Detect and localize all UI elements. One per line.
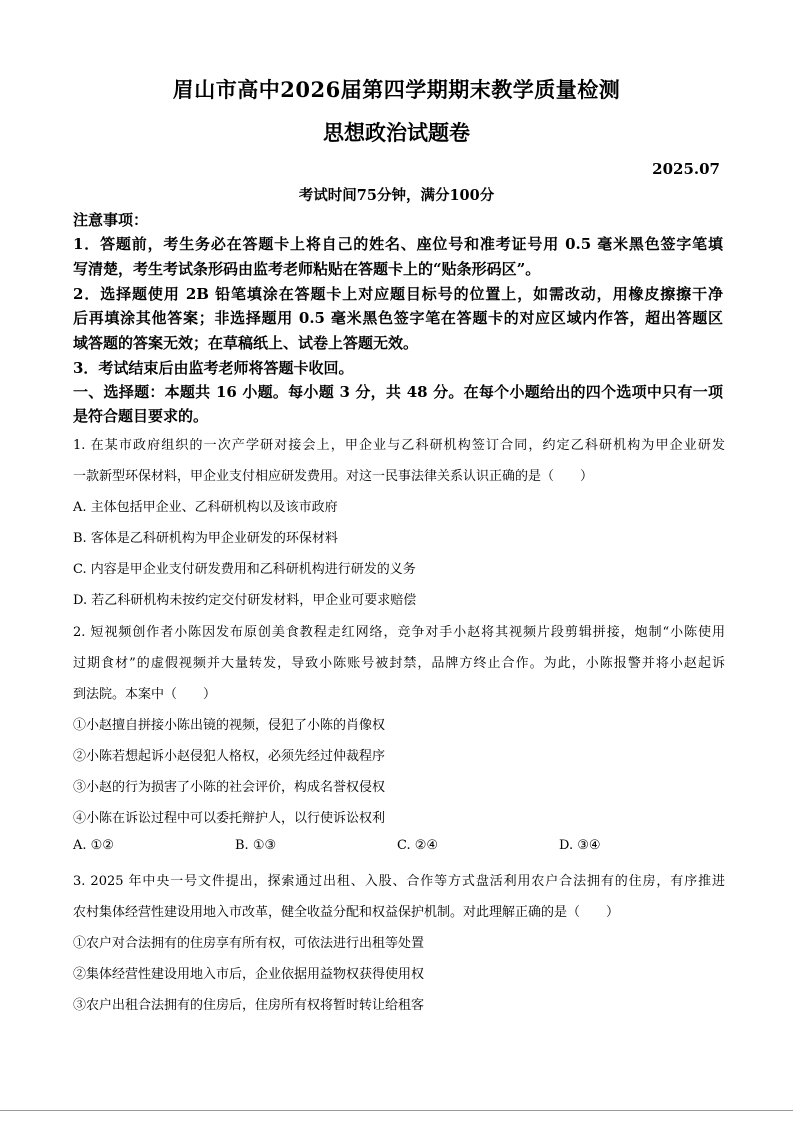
statement-item: ②集体经营性建设用地入市后，企业依据用益物权获得使用权 xyxy=(73,967,425,982)
answer-choice: C. ②④ xyxy=(397,838,439,853)
question-stem: 2. 短视频创作者小陈因发布原创美食教程走红网络，竞争对手小赵将其视频片段剪辑拼接，炮制“小陈使用 xyxy=(73,625,725,640)
notice-line: 写清楚，考生考试条形码由监考老师粘贴在答题卡上的“贴条形码区”。 xyxy=(73,260,541,278)
answer-choice: B. ①③ xyxy=(235,838,277,853)
notice-line: 域答题的答案无效；在草稿纸上、试卷上答题无效。 xyxy=(73,334,419,352)
notice-line: 2．选择题使用 2B 铅笔填涂在答题卡上对应题目标号的位置上，如需改动，用橡皮擦擦干净 xyxy=(73,285,723,303)
exam-date: 2025.07 xyxy=(652,160,720,178)
question-stem: 1. 在某市政府组织的一次产学研对接会上，甲企业与乙科研机构签订合同，约定乙科研机构为甲企业研发 xyxy=(73,438,725,453)
answer-choice: A. ①② xyxy=(73,838,114,853)
statement-item: ④小陈在诉讼过程中可以委托辩护人，以行使诉讼权利 xyxy=(73,811,386,826)
section-heading: 是符合题目要求的。 xyxy=(73,407,209,425)
exam-subtitle: 思想政治试题卷 xyxy=(323,120,470,145)
statement-item: ①小赵擅自拼接小陈出镜的视频，侵犯了小陈的肖像权 xyxy=(73,718,386,733)
notice-line: 3．考试结束后由监考老师将答题卡收回。 xyxy=(73,359,354,377)
question-stem: 农村集体经营性建设用地入市改革，健全收益分配和权益保护机制。对此理解正确的是（ ） xyxy=(73,905,620,920)
question-stem: 到法院。本案中（ ） xyxy=(73,687,217,702)
notice-heading: 注意事项： xyxy=(73,211,149,229)
answer-option: D. 若乙科研机构未按约定交付研发材料，甲企业可要求赔偿 xyxy=(73,593,417,608)
statement-item: ③小赵的行为损害了小陈的社会评价，构成名誉权侵权 xyxy=(73,780,386,795)
notice-line: 后再填涂其他答案；非选择题用 0.5 毫米黑色签字笔在答题卡的对应区域内作答，超出答题区 xyxy=(73,309,723,327)
answer-option: C. 内容是甲企业支付研发费用和乙科研机构进行研发的义务 xyxy=(73,562,416,577)
statement-item: ①农户对合法拥有的住房享有所有权，可依法进行出租等处置 xyxy=(73,936,425,951)
question-stem: 一款新型环保材料，甲企业支付相应研发费用。对这一民事法律关系认识正确的是（ ） xyxy=(73,469,594,484)
exam-title: 眉山市高中2026届第四学期期末教学质量检测 xyxy=(172,77,621,102)
statement-item: ③农户出租合法拥有的住房后，住房所有权将暂时转让给租客 xyxy=(73,998,425,1013)
answer-option: B. 客体是乙科研机构为甲企业研发的环保材料 xyxy=(73,531,338,546)
question-stem: 3. 2025 年中央一号文件提出，探索通过出租、入股、合作等方式盘活利用农户合法拥有的住房，有序推进 xyxy=(73,874,725,889)
section-heading: 一、选择题：本题共 16 小题。每小题 3 分，共 48 分。在每个小题给出的四个选项中只有一项 xyxy=(73,383,723,401)
notice-line: 1．答题前，考生务必在答题卡上将自己的姓名、座位号和准考证号用 0.5 毫米黑色签字笔填 xyxy=(73,235,723,253)
answer-choice: D. ③④ xyxy=(559,838,601,853)
exam-time-info: 考试时间75分钟，满分100分 xyxy=(298,187,495,204)
answer-option: A. 主体包括甲企业、乙科研机构以及该市政府 xyxy=(73,500,338,515)
statement-item: ②小陈若想起诉小赵侵犯人格权，必须先经过仲裁程序 xyxy=(73,749,386,764)
question-stem: 过期食材”的虚假视频并大量转发，导致小陈账号被封禁，品牌方终止合作。为此，小陈报警并将小赵起诉 xyxy=(73,656,725,671)
page-bottom-divider xyxy=(0,1110,793,1111)
